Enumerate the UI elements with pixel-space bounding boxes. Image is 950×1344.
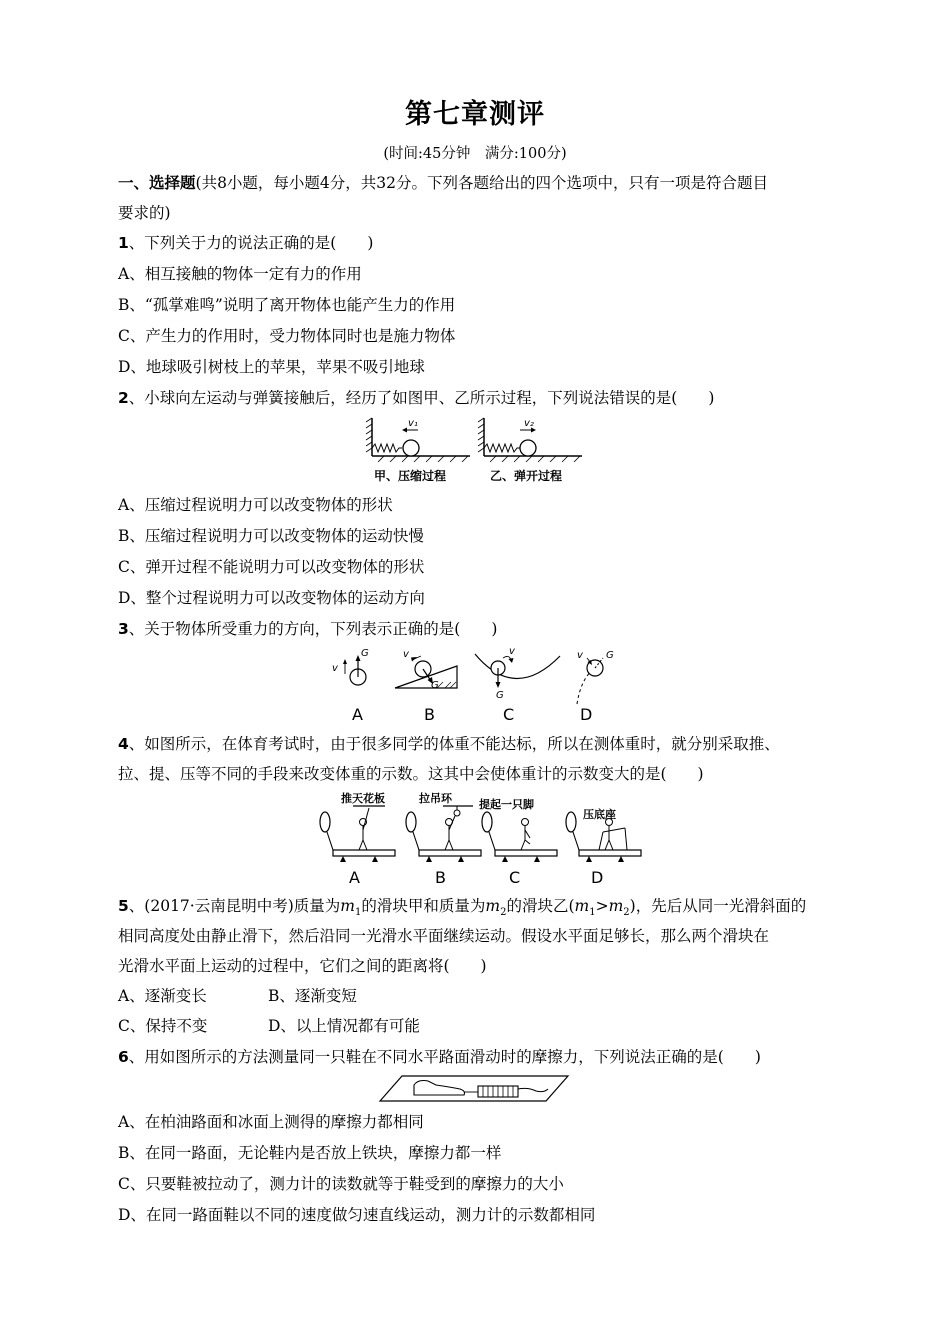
q2-number: 2 xyxy=(118,389,129,407)
q5-option-a: A、逐渐变长 xyxy=(118,987,207,1005)
page-title: 第七章测评 xyxy=(405,99,545,130)
q3-a-v-label: v xyxy=(332,663,338,674)
q4-number: 4 xyxy=(118,735,129,753)
q4-text-1: 、如图所示，在体育考试时，由于很多同学的体重不能达标，所以在测体重时，就分别采取推、 xyxy=(128,735,780,753)
q5-cmp: > xyxy=(595,897,609,915)
q2-left-caption: 甲、压缩过程 xyxy=(374,469,447,483)
q1-option-b: B、“孤掌难鸣”说明了离开物体也能产生力的作用 xyxy=(118,296,456,314)
q5-stem-3: 光滑水平面上运动的过程中，它们之间的距离将( ) xyxy=(118,957,487,975)
q5-m2: m xyxy=(485,897,501,915)
q3-stem xyxy=(118,619,838,639)
q3-option-b-figure xyxy=(395,649,457,691)
q4-stem-1 xyxy=(118,734,838,754)
q3-number: 3 xyxy=(118,620,129,638)
q4-label-a: A xyxy=(349,868,360,887)
page-subtitle: (时间:45分钟 满分:100分) xyxy=(383,146,567,162)
q5-option-c: C、保持不变 xyxy=(118,1017,208,1035)
q5-cmp-m1: m xyxy=(574,897,590,915)
section-header xyxy=(118,173,838,193)
q4-caption-c: 提起一只脚 xyxy=(479,798,534,811)
q3-b-v-label: v xyxy=(403,649,409,660)
q5-number: 5 xyxy=(118,897,129,915)
q1-text: 、下列关于力的说法正确的是( ) xyxy=(128,234,374,252)
q3-option-c-figure xyxy=(475,646,560,701)
q6-stem xyxy=(118,1047,838,1067)
q2-option-a: A、压缩过程说明力可以改变物体的形状 xyxy=(118,496,393,514)
q4-caption-b: 拉吊环 xyxy=(419,792,452,805)
q5-options-ab xyxy=(118,986,838,1006)
q4-caption-d: 压底座 xyxy=(583,808,616,821)
q3-d-g-label: G xyxy=(606,650,614,661)
q5-text-a: 质量为 xyxy=(293,897,341,915)
q3-c-v-label: v xyxy=(509,646,515,657)
q4-caption-a: 推天花板 xyxy=(341,792,385,805)
q1-stem xyxy=(118,233,838,253)
q4-scale-a xyxy=(320,806,395,862)
q3-a-g-label: G xyxy=(361,648,369,659)
q3-label-c: C xyxy=(503,705,515,724)
q5-cmp-m2: m xyxy=(608,897,624,915)
q5-stem-1 xyxy=(118,896,838,923)
q2-option-c: C、弹开过程不能说明力可以改变物体的形状 xyxy=(118,558,425,576)
q5-text-d: )，先后从同一光滑斜面的 xyxy=(629,897,807,915)
q2-right-caption: 乙、弹开过程 xyxy=(490,469,563,483)
q5-option-b: B、逐渐变短 xyxy=(268,987,357,1005)
q2-option-d: D、整个过程说明力可以改变物体的运动方向 xyxy=(118,589,425,607)
q4-label-b: B xyxy=(435,868,446,887)
q3-option-d-figure xyxy=(577,650,614,704)
q1-option-d: D、地球吸引树枝上的苹果，苹果不吸引地球 xyxy=(118,358,425,376)
q3-c-g-label: G xyxy=(496,690,504,701)
q5-text-c: 的滑块乙( xyxy=(506,897,575,915)
q5-cmp-m1-sub: 1 xyxy=(589,907,596,919)
q2-v1-label: v₁ xyxy=(408,418,418,429)
q4-scale-c xyxy=(482,812,557,862)
q2-left-panel xyxy=(366,418,470,462)
q2-right-panel xyxy=(478,418,582,462)
q3-label-b: B xyxy=(424,705,435,724)
q4-scale-figure xyxy=(313,788,643,888)
q3-option-a-figure xyxy=(332,648,369,685)
q6-text: 、用如图所示的方法测量同一只鞋在不同水平路面滑动时的摩擦力，下列说法正确的是( ) xyxy=(128,1048,761,1066)
q1-option-a: A、相互接触的物体一定有力的作用 xyxy=(118,265,362,283)
q3-gravity-figure xyxy=(325,644,625,726)
q4-stem-2: 拉、提、压等不同的手段来改变体重的示数。这其中会使体重计的示数变大的是( ) xyxy=(118,765,704,783)
q2-v2-label: v₂ xyxy=(524,418,534,429)
q5-stem-2: 相同高度处由静止滑下，然后沿同一光滑水平面继续运动。假设水平面足够长，那么两个滑块在 xyxy=(118,927,770,945)
q5-text-b: 的滑块甲和质量为 xyxy=(361,897,486,915)
q3-b-g-label: G xyxy=(431,680,439,691)
q3-label-d: D xyxy=(580,705,593,724)
q2-spring-figure xyxy=(364,412,594,486)
q1-number: 1 xyxy=(118,234,129,252)
q2-option-b: B、压缩过程说明力可以改变物体的运动快慢 xyxy=(118,527,424,545)
q5-option-d: D、以上情况都有可能 xyxy=(268,1017,420,1035)
q3-text: 、关于物体所受重力的方向，下列表示正确的是( ) xyxy=(128,620,498,638)
q2-stem xyxy=(118,388,838,408)
q1-option-c: C、产生力的作用时，受力物体同时也是施力物体 xyxy=(118,327,456,345)
q3-label-a: A xyxy=(352,705,363,724)
q5-m1: m xyxy=(340,897,355,915)
section-heading: 一、选择题 xyxy=(118,174,196,192)
q6-option-d: D、在同一路面鞋以不同的速度做匀速直线运动，测力计的示数都相同 xyxy=(118,1206,596,1224)
section-desc-2: 要求的) xyxy=(118,204,171,222)
q4-scale-b xyxy=(406,806,481,862)
q6-number: 6 xyxy=(118,1048,129,1066)
q4-label-c: C xyxy=(509,868,521,887)
section-desc-1: (共8小题，每小题4分，共32分。下列各题给出的四个选项中，只有一项是符合题目 xyxy=(195,174,769,192)
q5-m1-sub: 1 xyxy=(354,907,362,919)
q2-text: 、小球向左运动与弹簧接触后，经历了如图甲、乙所示过程，下列说法错误的是( ) xyxy=(128,389,715,407)
q6-option-a: A、在柏油路面和冰面上测得的摩擦力都相同 xyxy=(118,1113,424,1131)
q5-m2-sub: 2 xyxy=(500,907,507,919)
q6-option-c: C、只要鞋被拉动了，测力计的读数就等于鞋受到的摩擦力的大小 xyxy=(118,1175,564,1193)
q5-cmp-m2-sub: 2 xyxy=(623,907,630,919)
q5-source: 、(2017·云南昆明中考) xyxy=(128,897,294,915)
q6-shoe-figure xyxy=(378,1071,572,1105)
q4-label-d: D xyxy=(591,868,604,887)
q3-d-v-label: v xyxy=(577,650,583,661)
q5-options-cd xyxy=(118,1016,838,1036)
q6-option-b: B、在同一路面，无论鞋内是否放上铁块，摩擦力都一样 xyxy=(118,1144,502,1162)
